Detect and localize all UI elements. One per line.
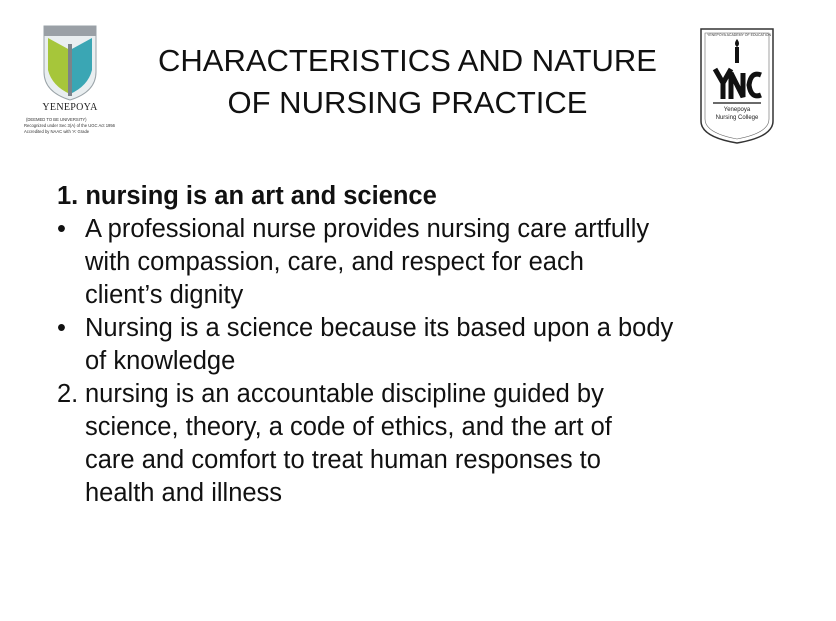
bullet-1-line-1: A professional nurse provides nursing care artfully: [85, 215, 650, 243]
logo-right-name-line-2: Nursing College: [715, 114, 759, 121]
title-line-2: OF NURSING PRACTICE: [227, 85, 588, 120]
bullet-2-line-2: of knowledge: [85, 347, 236, 375]
point-1-heading: 1. nursing is an art and science: [57, 182, 437, 210]
bullet-1-line-3: client’s dignity: [85, 281, 244, 309]
nursing-college-crest-icon: [697, 25, 777, 145]
point-2-line-1: nursing is an accountable discipline guided by: [85, 380, 604, 408]
point-2-line-2: science, theory, a code of ethics, and the art of: [85, 413, 612, 441]
yenepoya-university-logo: [24, 22, 142, 154]
bullet-item: [57, 213, 797, 312]
yenepoya-nursing-college-logo: [697, 25, 777, 145]
bullet-icon: •: [57, 314, 66, 342]
logo-right-name-line-1: Yenepoya: [723, 107, 751, 113]
logo-right-top-text: YENEPOYA ACADEMY OF EDUCATION: [707, 33, 771, 37]
bullet-1-line-2: with compassion, care, and respect for each: [85, 248, 584, 276]
point-2-line-3: care and comfort to treat human responses to: [85, 446, 601, 474]
bullet-2-line-1: Nursing is a science because its based upon a body: [85, 314, 674, 342]
bullet-item: [57, 312, 797, 378]
logo-left-name: YENEPOYA: [42, 102, 98, 113]
title-line-1: CHARACTERISTICS AND NATURE: [158, 43, 657, 78]
logo-left-subtitle: (DEEMED TO BE UNIVERSITY): [26, 117, 87, 122]
logo-right-name: [701, 107, 773, 122]
point-2-line-4: health and illness: [85, 479, 283, 507]
point-2: [57, 378, 797, 510]
shield-emblem-icon: [24, 22, 142, 154]
slide-title: [140, 40, 675, 124]
bullet-icon: •: [57, 215, 66, 243]
slide-body: [57, 180, 797, 510]
point-2-number: 2.: [57, 380, 79, 408]
logo-left-recognition: Recognized under Sec 3(A) of the UGC Act 1956: [24, 123, 116, 128]
logo-left-accreditation: Accredited by NAAC with 'A' Grade: [24, 129, 90, 134]
